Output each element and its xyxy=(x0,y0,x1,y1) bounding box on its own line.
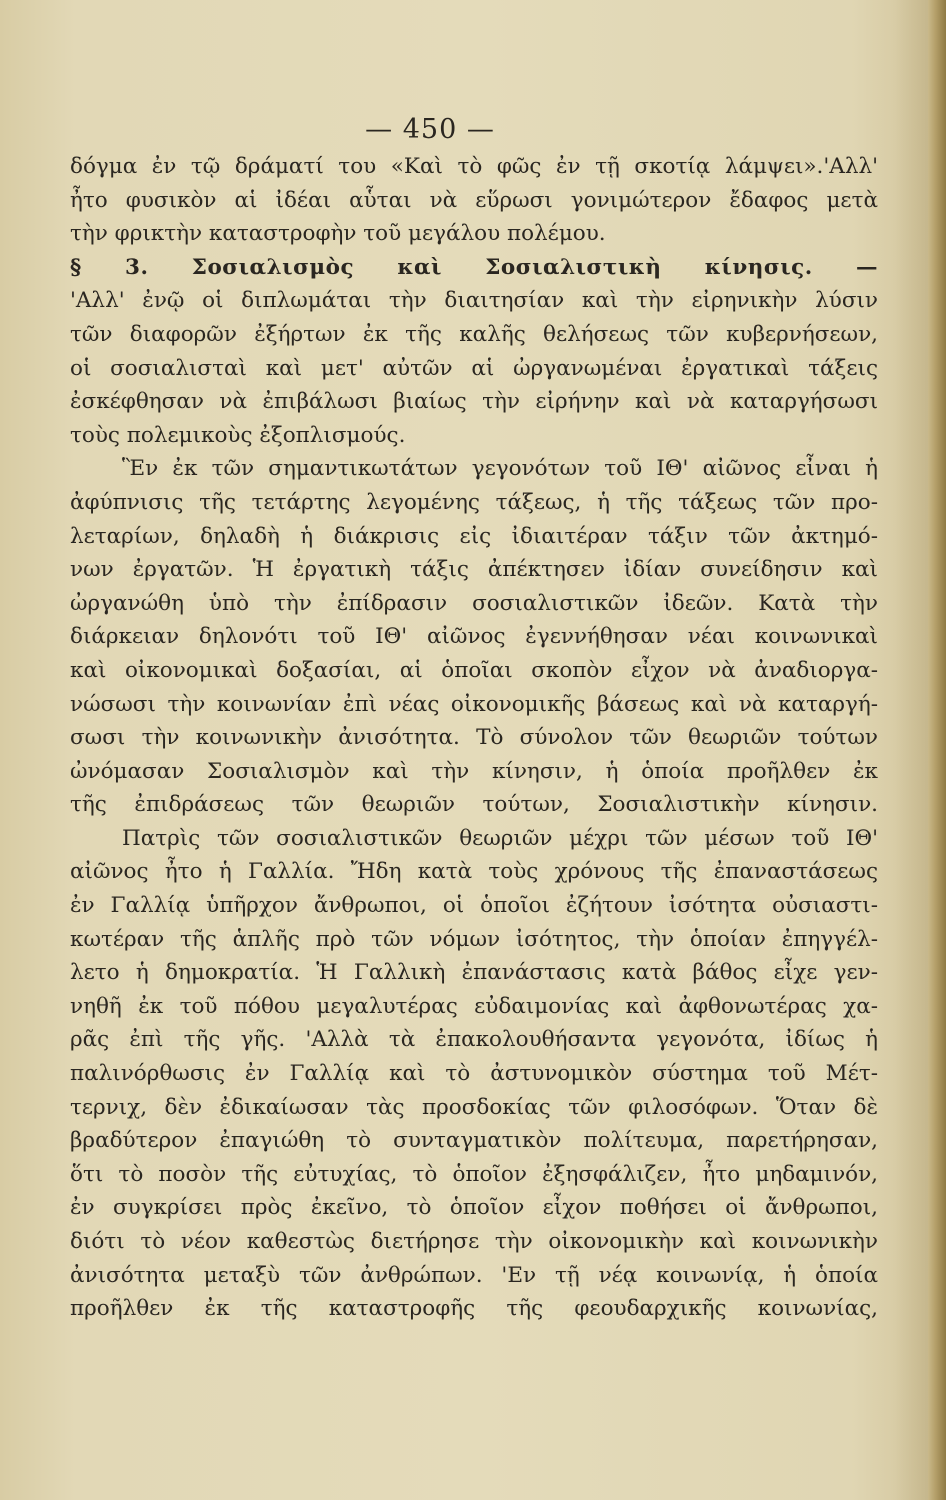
text-line: ἀνισότητα μεταξὺ τῶν ἀνθρώπων. 'Εν τῇ νέᾳ κοινωνίᾳ, ἡ ὁποία xyxy=(70,1262,878,1288)
text-line: τὴν φρικτὴν καταστροφὴν τοῦ μεγάλου πολέμου. xyxy=(70,221,606,247)
page-binding-edge xyxy=(928,0,946,1500)
text-line: κωτέραν τῆς ἁπλῆς πρὸ τῶν νόμων ἰσότητος, τὴν ὁποίαν ἐπηγγέλ- xyxy=(70,926,878,952)
text-line: τοὺς πολεμικοὺς ἐξοπλισμούς. xyxy=(70,422,406,448)
text-line: 'Αλλ' ἐνῷ οἱ διπλωμάται τὴν διαιτησίαν καὶ τὴν εἰρηνικὴν λύσιν xyxy=(70,288,878,314)
text-line: ἐσκέφθησαν νὰ ἐπιβάλωσι βιαίως τὴν εἰρήνην καὶ νὰ καταργήσωσι xyxy=(70,389,878,415)
text-line: ἀφύπνισις τῆς τετάρτης λεγομένης τάξεως, ἡ τῆς τάξεως τῶν προ- xyxy=(70,489,878,515)
text-line: τερνιχ, δὲν ἐδικαίωσαν τὰς προσδοκίας τῶν φιλοσόφων. Ὅταν δὲ xyxy=(70,1094,878,1120)
text-line: οἱ σοσιαλισταὶ καὶ μετ' αὐτῶν αἱ ὠργανωμέναι ἐργατικαὶ τάξεις xyxy=(70,355,878,381)
text-line: § 3. Σοσιαλισμὸς καὶ Σοσιαλιστικὴ κίνησις. — xyxy=(70,254,878,280)
text-line: δόγμα ἐν τῷ δράματί του «Καὶ τὸ φῶς ἐν τῇ σκοτίᾳ λάμψει».'Αλλ' xyxy=(70,154,878,179)
text-line: σωσι τὴν κοινωνικὴν ἀνισότητα. Τὸ σύνολον τῶν θεωριῶν τούτων xyxy=(70,725,878,751)
text-line: αἰῶνος ἦτο ἡ Γαλλία. Ἤδη κατὰ τοὺς χρόνους τῆς ἐπαναστάσεως xyxy=(70,859,878,885)
text-line: νώσωσι τὴν κοινωνίαν ἐπὶ νέας οἰκονομικῆς βάσεως καὶ νὰ καταργή- xyxy=(70,691,878,717)
text-line: Ἓν ἐκ τῶν σημαντικωτάτων γεγονότων τοῦ ΙΘ' αἰῶνος εἶναι ἡ xyxy=(122,456,878,482)
text-line: νων ἐργατῶν. Ἡ ἐργατικὴ τάξις ἀπέκτησεν ἰδίαν συνείδησιν καὶ xyxy=(70,557,878,583)
text-line: ἐν συγκρίσει πρὸς ἐκεῖνο, τὸ ὁποῖον εἶχον ποθήσει οἱ ἄνθρωποι, xyxy=(70,1195,878,1221)
text-line: λεταρίων, δηλαδὴ ἡ διάκρισις εἰς ἰδιαιτέραν τάξιν τῶν ἀκτημό- xyxy=(70,523,878,549)
text-line: διότι τὸ νέον καθεστὼς διετήρησε τὴν οἰκονομικὴν καὶ κοινωνικὴν xyxy=(70,1229,878,1254)
text-line: τῶν διαφορῶν ἐξήρτων ἐκ τῆς καλῆς θελήσεως τῶν κυβερνήσεων, xyxy=(70,321,878,347)
page-edge-shadow xyxy=(894,0,928,1500)
text-line: ὠνόμασαν Σοσιαλισμὸν καὶ τὴν κίνησιν, ἡ ὁποία προῆλθεν ἐκ xyxy=(70,758,878,784)
text-line: ἦτο φυσικὸν αἱ ἰδέαι αὗται νὰ εὕρωσι γονιμώτερον ἔδαφος μετὰ xyxy=(70,187,878,213)
text-line: ἐν Γαλλίᾳ ὑπῆρχον ἄνθρωποι, οἱ ὁποῖοι ἐζήτουν ἰσότητα οὐσιαστι- xyxy=(70,893,878,919)
text-line: λετο ἡ δημοκρατία. Ἡ Γαλλικὴ ἐπανάστασις κατὰ βάθος εἶχε γεν- xyxy=(70,960,878,986)
text-line: ὅτι τὸ ποσὸν τῆς εὐτυχίας, τὸ ὁποῖον ἐξησφάλιζεν, ἦτο μηδαμινόν, xyxy=(70,1161,878,1187)
text-line: ὠργανώθη ὑπὸ τὴν ἐπίδρασιν σοσιαλιστικῶν ἰδεῶν. Κατὰ τὴν xyxy=(70,590,878,616)
text-line: καὶ οἰκονομικαὶ δοξασίαι, αἱ ὁποῖαι σκοπὸν εἶχον νὰ ἀναδιοργα- xyxy=(70,657,878,683)
text-line: ρᾶς ἐπὶ τῆς γῆς. 'Αλλὰ τὰ ἐπακολουθήσαντα γεγονότα, ἰδίως ἡ xyxy=(70,1027,878,1053)
page-number: — 450 — xyxy=(365,114,495,145)
body-text xyxy=(70,150,878,1326)
text-line: βραδύτερον ἐπαγιώθη τὸ συνταγματικὸν πολίτευμα, παρετήρησαν, xyxy=(70,1128,878,1154)
text-line: προῆλθεν ἐκ τῆς καταστροφῆς τῆς φεουδαρχικῆς κοινωνίας, xyxy=(70,1296,878,1322)
text-line: τῆς ἐπιδράσεως τῶν θεωριῶν τούτων, Σοσιαλιστικὴν κίνησιν. xyxy=(70,792,878,818)
text-line: παλινόρθωσις ἐν Γαλλίᾳ καὶ τὸ ἀστυνομικὸν σύστημα τοῦ Μέτ- xyxy=(70,1061,878,1087)
text-line: διάρκειαν δηλονότι τοῦ ΙΘ' αἰῶνος ἐγεννήθησαν νέαι κοινωνικαὶ xyxy=(70,624,878,650)
text-line: νηθῆ ἐκ τοῦ πόθου μεγαλυτέρας εὐδαιμονίας καὶ ἀφθονωτέρας χα- xyxy=(70,993,878,1019)
text-line: Πατρὶς τῶν σοσιαλιστικῶν θεωριῶν μέχρι τῶν μέσων τοῦ ΙΘ' xyxy=(122,825,878,851)
